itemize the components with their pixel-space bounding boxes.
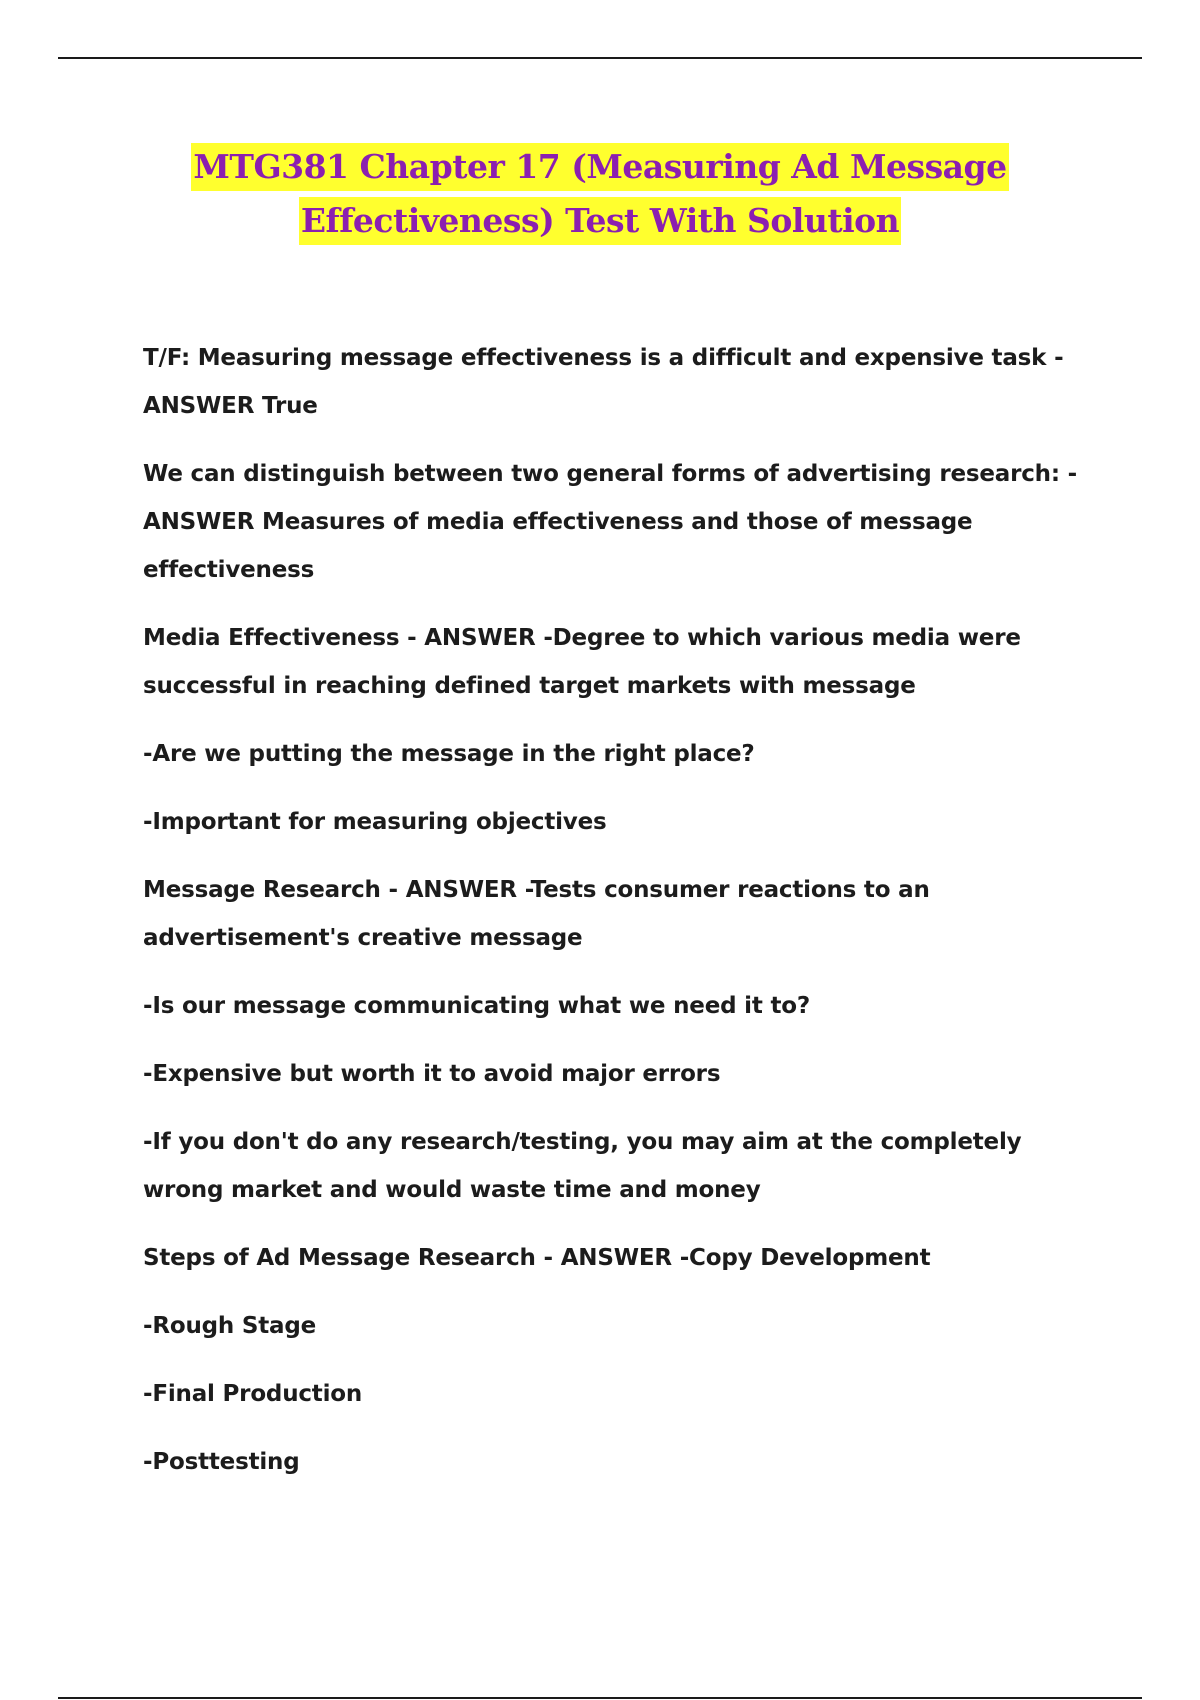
paragraph-13: -Posttesting [143, 1449, 300, 1475]
paragraph-8: -Expensive but worth it to avoid major errors [143, 1061, 721, 1087]
paragraph-7: -Is our message communicating what we need it to? [143, 993, 811, 1019]
paragraph-9: -If you don't do any research/testing, you may aim at the completely wrong market and would waste time and money [143, 1129, 1022, 1203]
bottom-divider [58, 1697, 1142, 1699]
paragraph-5: -Important for measuring objectives [143, 809, 607, 835]
paragraph-3: Media Effectiveness - ANSWER -Degree to which various media were successful in reaching defined target markets with message [143, 625, 1021, 699]
paragraph-11: -Rough Stage [143, 1313, 317, 1339]
paragraph-12: -Final Production [143, 1381, 363, 1407]
document-body [143, 334, 1103, 1506]
title-line-2: Effectiveness) Test With Solution [299, 197, 901, 245]
document-title [0, 140, 1200, 248]
title-line-1: MTG381 Chapter 17 (Measuring Ad Message [191, 143, 1008, 191]
paragraph-2: We can distinguish between two general forms of advertising research: - ANSWER Measures of media effectiveness and those of message effectiveness [143, 461, 1077, 583]
paragraph-6: Message Research - ANSWER -Tests consumer reactions to an advertisement's creative message [143, 877, 930, 951]
top-divider [58, 57, 1142, 59]
paragraph-4: -Are we putting the message in the right place? [143, 741, 755, 767]
paragraph-10: Steps of Ad Message Research - ANSWER -Copy Development [143, 1245, 931, 1271]
paragraph-1: T/F: Measuring message effectiveness is a difficult and expensive task - ANSWER True [143, 345, 1064, 419]
